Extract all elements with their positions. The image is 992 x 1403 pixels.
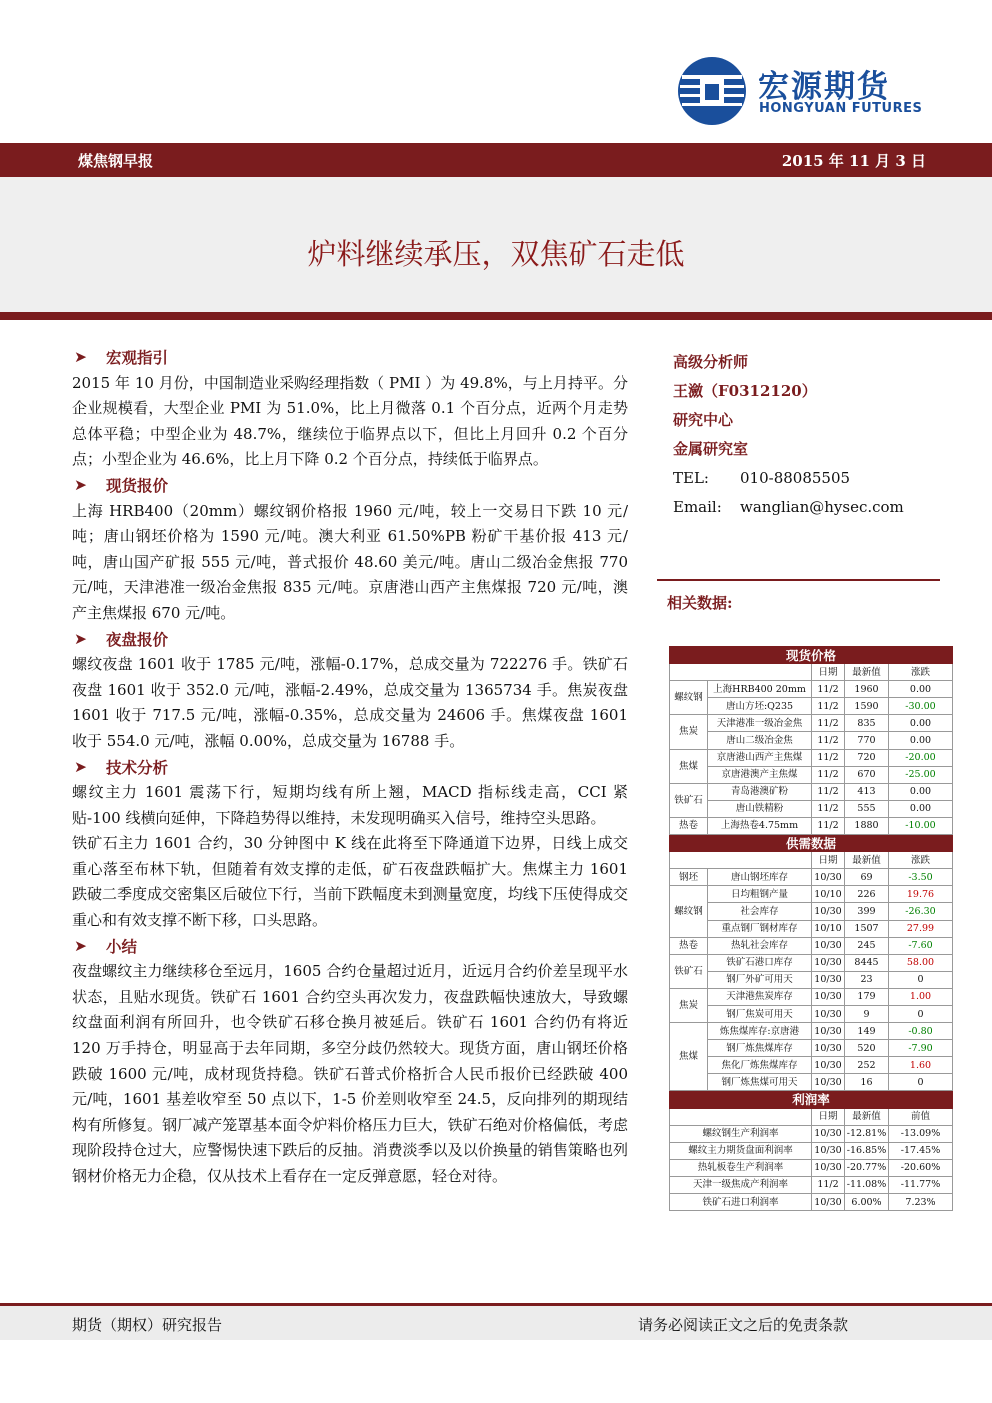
spot-header: 现货价格 (670, 647, 953, 664)
item-cell: 天津一级焦成产利润率 (670, 1176, 812, 1193)
category-cell: 焦炭 (670, 715, 708, 749)
date-cell: 10/30 (812, 1040, 845, 1057)
company-logo (676, 55, 926, 130)
table-row (670, 1194, 953, 1211)
category-cell: 螺纹钢 (670, 681, 708, 715)
spot-header-row (670, 647, 953, 664)
date-cell: 11/2 (812, 715, 845, 732)
value-cell: 520 (845, 1040, 889, 1057)
value-cell: 720 (845, 749, 889, 766)
change-cell: -26.30 (889, 903, 953, 920)
title-divider (0, 312, 992, 320)
date-cell: 11/2 (812, 800, 845, 817)
date-cell: 10/30 (812, 1125, 845, 1142)
blank-cell (670, 664, 812, 681)
change-cell: -7.90 (889, 1040, 953, 1057)
table-row (670, 937, 953, 954)
report-type: 煤焦钢早报 (78, 152, 154, 170)
date-cell: 10/30 (812, 937, 845, 954)
change-cell: 0.00 (889, 681, 953, 698)
table-row (670, 732, 953, 749)
report-date: 2015 年 11 月 3 日 (781, 152, 926, 170)
item-cell: 铁矿石港口库存 (708, 954, 812, 971)
prev-cell: -13.09% (889, 1125, 953, 1142)
item-cell: 社会库存 (708, 903, 812, 920)
supply-header-row (670, 835, 953, 852)
tel-row (673, 464, 933, 493)
table-row (670, 1159, 953, 1176)
value-cell: 23 (845, 971, 889, 988)
date-cell: 10/30 (812, 1159, 845, 1176)
supply-header: 供需数据 (670, 835, 953, 852)
date-cell: 11/2 (812, 817, 845, 834)
item-cell: 铁矿石进口利润率 (670, 1194, 812, 1211)
value-cell: 413 (845, 783, 889, 800)
main-content (72, 345, 628, 1190)
footer-bar (0, 1303, 992, 1340)
date-cell: 11/2 (812, 1176, 845, 1193)
email-label: Email: (673, 498, 722, 516)
change-cell: 27.99 (889, 920, 953, 937)
date-cell: 10/30 (812, 903, 845, 920)
value-cell: 149 (845, 1023, 889, 1040)
table-row (670, 988, 953, 1005)
date-cell: 10/30 (812, 971, 845, 988)
item-cell: 唐山方坯:Q235 (708, 698, 812, 715)
change-cell: 19.76 (889, 886, 953, 903)
value-cell: -11.08% (845, 1176, 889, 1193)
change-cell: -7.60 (889, 937, 953, 954)
column-header: 最新值 (845, 664, 889, 681)
change-cell: 58.00 (889, 954, 953, 971)
section-heading (72, 934, 628, 960)
analyst-name: 王瀲（F0312120） (673, 382, 817, 400)
analyst-dept: 研究中心 (673, 411, 734, 429)
value-cell: 226 (845, 886, 889, 903)
category-cell: 铁矿石 (670, 954, 708, 988)
item-cell: 唐山钢坯库存 (708, 869, 812, 886)
table-row (670, 800, 953, 817)
value-cell: 555 (845, 800, 889, 817)
column-header: 涨跌 (889, 664, 953, 681)
section-paragraph: 螺纹夜盘 1601 收于 1785 元/吨，涨幅-0.17%，总成交量为 722276 手。铁矿石夜盘 1601 收于 352.0 元/吨，涨幅-2.49%，总成交量为 1365734 手。焦炭夜盘 1601 收于 717.5 元/吨，涨幅-0.35%，总成交量为 24606 手。焦煤夜盘 1601 收于 554.0 元/吨，涨幅 0.00%，总成交量为 16788 手。 (72, 655, 628, 750)
value-cell: 245 (845, 937, 889, 954)
section-heading-text: 小结 (106, 936, 138, 956)
item-cell: 焦化厂炼焦煤库存 (708, 1057, 812, 1074)
item-cell: 上海HRB400 20mm (708, 681, 812, 698)
section-heading-text: 技术分析 (106, 757, 169, 777)
date-cell: 11/2 (812, 732, 845, 749)
related-data-label: 相关数据: (667, 594, 733, 612)
logo-english-name: HONGYUAN FUTURES (759, 101, 923, 116)
column-header: 日期 (812, 852, 845, 869)
value-cell: 835 (845, 715, 889, 732)
change-cell: -30.00 (889, 698, 953, 715)
date-cell: 10/10 (812, 886, 845, 903)
table-row (670, 698, 953, 715)
date-cell: 10/30 (812, 1023, 845, 1040)
hongyuan-logo-icon (676, 55, 748, 127)
spot-column-row (670, 664, 953, 681)
value-cell: 6.00% (845, 1194, 889, 1211)
category-cell: 焦炭 (670, 988, 708, 1022)
category-cell: 螺纹钢 (670, 886, 708, 937)
section-paragraph: 上海 HRB400（20mm）螺纹钢价格报 1960 元/吨，较上一交易日下跌 10 元/吨；唐山钢坯价格为 1590 元/吨。澳大利亚 61.50%PB 粉矿干基价报 413 元/吨，唐山国产矿报 555 元/吨，普式报价 48.60 美元/吨。唐山二级冶金焦报 770 元/吨，天津港准一级冶金焦报 835 元/吨。京唐港山西产主焦煤报 720 元/吨，澳产主焦煤报 670 元/吨。 (72, 501, 628, 622)
arrow-bullet-icon: ➤ (74, 348, 87, 366)
item-cell: 天津港焦炭库存 (708, 988, 812, 1005)
value-cell: 399 (845, 903, 889, 920)
category-cell: 铁矿石 (670, 783, 708, 817)
date-cell: 10/30 (812, 988, 845, 1005)
change-cell: 0.00 (889, 783, 953, 800)
arrow-bullet-icon: ➤ (74, 629, 87, 648)
date-cell: 11/2 (812, 766, 845, 783)
category-cell: 焦煤 (670, 749, 708, 783)
footer-report-type: 期货（期权）研究报告 (72, 1316, 223, 1334)
date-cell: 10/30 (812, 1194, 845, 1211)
change-cell: 0.00 (889, 800, 953, 817)
column-header: 涨跌 (889, 852, 953, 869)
section-paragraph: 夜盘螺纹主力继续移仓至远月，1605 合约仓量超过近月，近远月合约价差呈现平水状态，且贴水现货。铁矿石 1601 合约空头再次发力，夜盘跌幅快速放大，导致螺纹盘面利润有所回升，也令铁矿石移仓换月被延后。铁矿石 1601 合约仍有将近 120 万手持仓，明显高于去年同期，多空分歧仍然较大。现货方面，唐山钢坯价格跌破 1600 元/吨，成材现货持稳。铁矿石普式价格折合人民币报价已经跌破 400 元/吨，1601 基差收窄至 50 点以下，1-5 价差则收窄至 24.5，反向排列的期现结构有所修复。钢厂减产笼罩基本面令炉料价格压力巨大，铁矿石绝对价格偏低，考虑现阶段持仓过大，应警惕快速下跌后的反抽。消费淡季以及以价换量的销售策略也列钢材价格无力企稳，仅从技术上看存在一定反弹意愿，轻仓对待。 (72, 962, 628, 1185)
table-row (670, 1040, 953, 1057)
section-paragraph: 铁矿石主力 1601 合约，30 分钟图中 K 线在此将至下降通道下边界，日线上成交重心落至布林下轨，但随着有效支撑的走低，矿石夜盘跌幅扩大。焦煤主力 1601 跌破二季度成交密集区后破位下行，当前下跌幅度未到测量宽度，均线下压使得成交重心和有效支撑不断下移，口头思路。 (72, 834, 628, 930)
date-cell: 11/2 (812, 749, 845, 766)
table-row (670, 1023, 953, 1040)
item-cell: 唐山铁精粉 (708, 800, 812, 817)
table-row (670, 903, 953, 920)
change-cell: 0.00 (889, 732, 953, 749)
item-cell: 炼焦煤库存:京唐港 (708, 1023, 812, 1040)
date-cell: 11/2 (812, 783, 845, 800)
table-row (670, 766, 953, 783)
blank-cell (670, 852, 812, 869)
section-heading-text: 现货报价 (106, 475, 169, 495)
table-row (670, 817, 953, 834)
item-cell: 天津港准一级冶金焦 (708, 715, 812, 732)
column-header: 前值 (889, 1108, 953, 1125)
value-cell: 69 (845, 869, 889, 886)
table-row (670, 1057, 953, 1074)
change-cell: -3.50 (889, 869, 953, 886)
section-heading (72, 627, 628, 653)
value-cell: -16.85% (845, 1142, 889, 1159)
page-title: 炉料继续承压，双焦矿石走低 (307, 237, 685, 271)
table-row (670, 1142, 953, 1159)
value-cell: 8445 (845, 954, 889, 971)
table-row (670, 1125, 953, 1142)
date-cell: 11/2 (812, 681, 845, 698)
column-header: 日期 (812, 664, 845, 681)
section-heading (72, 473, 628, 499)
date-cell: 10/30 (812, 954, 845, 971)
change-cell: -25.00 (889, 766, 953, 783)
date-cell: 10/10 (812, 920, 845, 937)
item-cell: 重点钢厂钢材库存 (708, 920, 812, 937)
item-cell: 唐山二级冶金焦 (708, 732, 812, 749)
change-cell: 0 (889, 1074, 953, 1091)
change-cell: -0.80 (889, 1023, 953, 1040)
change-cell: 0 (889, 1005, 953, 1022)
header-bar (0, 143, 992, 177)
logo-chinese-name: 宏源期货 (758, 69, 890, 105)
item-cell: 钢厂炼焦煤库存 (708, 1040, 812, 1057)
table-row (670, 869, 953, 886)
value-cell: 1507 (845, 920, 889, 937)
date-cell: 10/30 (812, 869, 845, 886)
table-row (670, 749, 953, 766)
item-cell: 青岛港澳矿粉 (708, 783, 812, 800)
supply-column-row (670, 852, 953, 869)
item-cell: 钢厂外矿可用天 (708, 971, 812, 988)
tel-value: 010-88085505 (740, 469, 851, 487)
table-row (670, 971, 953, 988)
item-cell: 钢厂炼焦煤可用天 (708, 1074, 812, 1091)
arrow-bullet-icon: ➤ (74, 475, 87, 494)
profit-header-row (670, 1091, 953, 1108)
date-cell: 11/2 (812, 698, 845, 715)
item-cell: 京唐港山西产主焦煤 (708, 749, 812, 766)
section-paragraph: 2015 年 10 月份，中国制造业采购经理指数（ PMI ）为 49.8%，与上月持平。分企业规模看，大型企业 PMI 为 51.0%，比上月微落 0.1 个百分点，近两个月走势总体平稳；中型企业为 48.7%，继续位于临界点以下，但比上月回升 0.2 个百分点；小型企业为 46.6%，比上月下降 0.2 个百分点，持续低于临界点。 (72, 373, 628, 469)
prev-cell: -17.45% (889, 1142, 953, 1159)
prev-cell: -20.60% (889, 1159, 953, 1176)
item-cell: 钢厂焦炭可用天 (708, 1005, 812, 1022)
value-cell: 16 (845, 1074, 889, 1091)
market-data-table (669, 646, 953, 1211)
value-cell: 1590 (845, 698, 889, 715)
change-cell: 1.00 (889, 988, 953, 1005)
item-cell: 螺纹钢生产利润率 (670, 1125, 812, 1142)
date-cell: 10/30 (812, 1142, 845, 1159)
change-cell: 0 (889, 971, 953, 988)
analyst-title: 高级分析师 (673, 353, 749, 371)
category-cell: 热卷 (670, 937, 708, 954)
table-row (670, 1074, 953, 1091)
category-cell: 焦煤 (670, 1023, 708, 1091)
table-row (670, 886, 953, 903)
item-cell: 螺纹主力期货盘面利润率 (670, 1142, 812, 1159)
change-cell: -20.00 (889, 749, 953, 766)
value-cell: 252 (845, 1057, 889, 1074)
value-cell: 179 (845, 988, 889, 1005)
arrow-bullet-icon: ➤ (74, 936, 87, 955)
category-cell: 热卷 (670, 817, 708, 834)
section-paragraph: 螺纹主力 1601 震荡下行，短期均线有所上翘，MACD 指标线走高，CCI 紧贴-100 线横向延伸，下降趋势得以维持，未发现明确买入信号，维持空头思路。 (72, 783, 628, 827)
date-cell: 10/30 (812, 1057, 845, 1074)
table-row (670, 681, 953, 698)
date-cell: 10/30 (812, 1005, 845, 1022)
item-cell: 日均粗钢产量 (708, 886, 812, 903)
table-row (670, 1005, 953, 1022)
value-cell: 9 (845, 1005, 889, 1022)
value-cell: 1960 (845, 681, 889, 698)
item-cell: 京唐港澳产主焦煤 (708, 766, 812, 783)
prev-cell: 7.23% (889, 1194, 953, 1211)
change-cell: 0.00 (889, 715, 953, 732)
value-cell: -20.77% (845, 1159, 889, 1176)
table-row (670, 1176, 953, 1193)
item-cell: 热轧板卷生产利润率 (670, 1159, 812, 1176)
item-cell: 上海热卷4.75mm (708, 817, 812, 834)
analyst-info (673, 348, 933, 522)
section-heading-text: 夜盘报价 (106, 629, 169, 649)
prev-cell: -11.77% (889, 1176, 953, 1193)
category-cell: 钢坯 (670, 869, 708, 886)
section-heading-text: 宏观指引 (106, 348, 169, 367)
profit-column-row (670, 1108, 953, 1125)
value-cell: 670 (845, 766, 889, 783)
value-cell: 770 (845, 732, 889, 749)
blank-cell (670, 1108, 812, 1125)
value-cell: -12.81% (845, 1125, 889, 1142)
sidebar-divider (657, 579, 940, 581)
tel-label: TEL: (673, 469, 709, 487)
column-header: 日期 (812, 1108, 845, 1125)
change-cell: 1.60 (889, 1057, 953, 1074)
value-cell: 1880 (845, 817, 889, 834)
column-header: 最新值 (845, 852, 889, 869)
arrow-bullet-icon: ➤ (74, 757, 87, 776)
table-row (670, 954, 953, 971)
date-cell: 10/30 (812, 1074, 845, 1091)
email-link[interactable]: wanglian@hysec.com (740, 498, 904, 516)
analyst-subdept: 金属研究室 (673, 440, 749, 458)
footer-disclaimer: 请务必阅读正文之后的免责条款 (638, 1316, 849, 1334)
change-cell: -10.00 (889, 817, 953, 834)
email-row (673, 493, 933, 522)
table-row (670, 715, 953, 732)
table-row (670, 920, 953, 937)
table-row (670, 783, 953, 800)
column-header: 最新值 (845, 1108, 889, 1125)
section-heading (72, 345, 628, 371)
item-cell: 热轧社会库存 (708, 937, 812, 954)
profit-header: 利润率 (670, 1091, 953, 1108)
section-heading (72, 755, 628, 781)
